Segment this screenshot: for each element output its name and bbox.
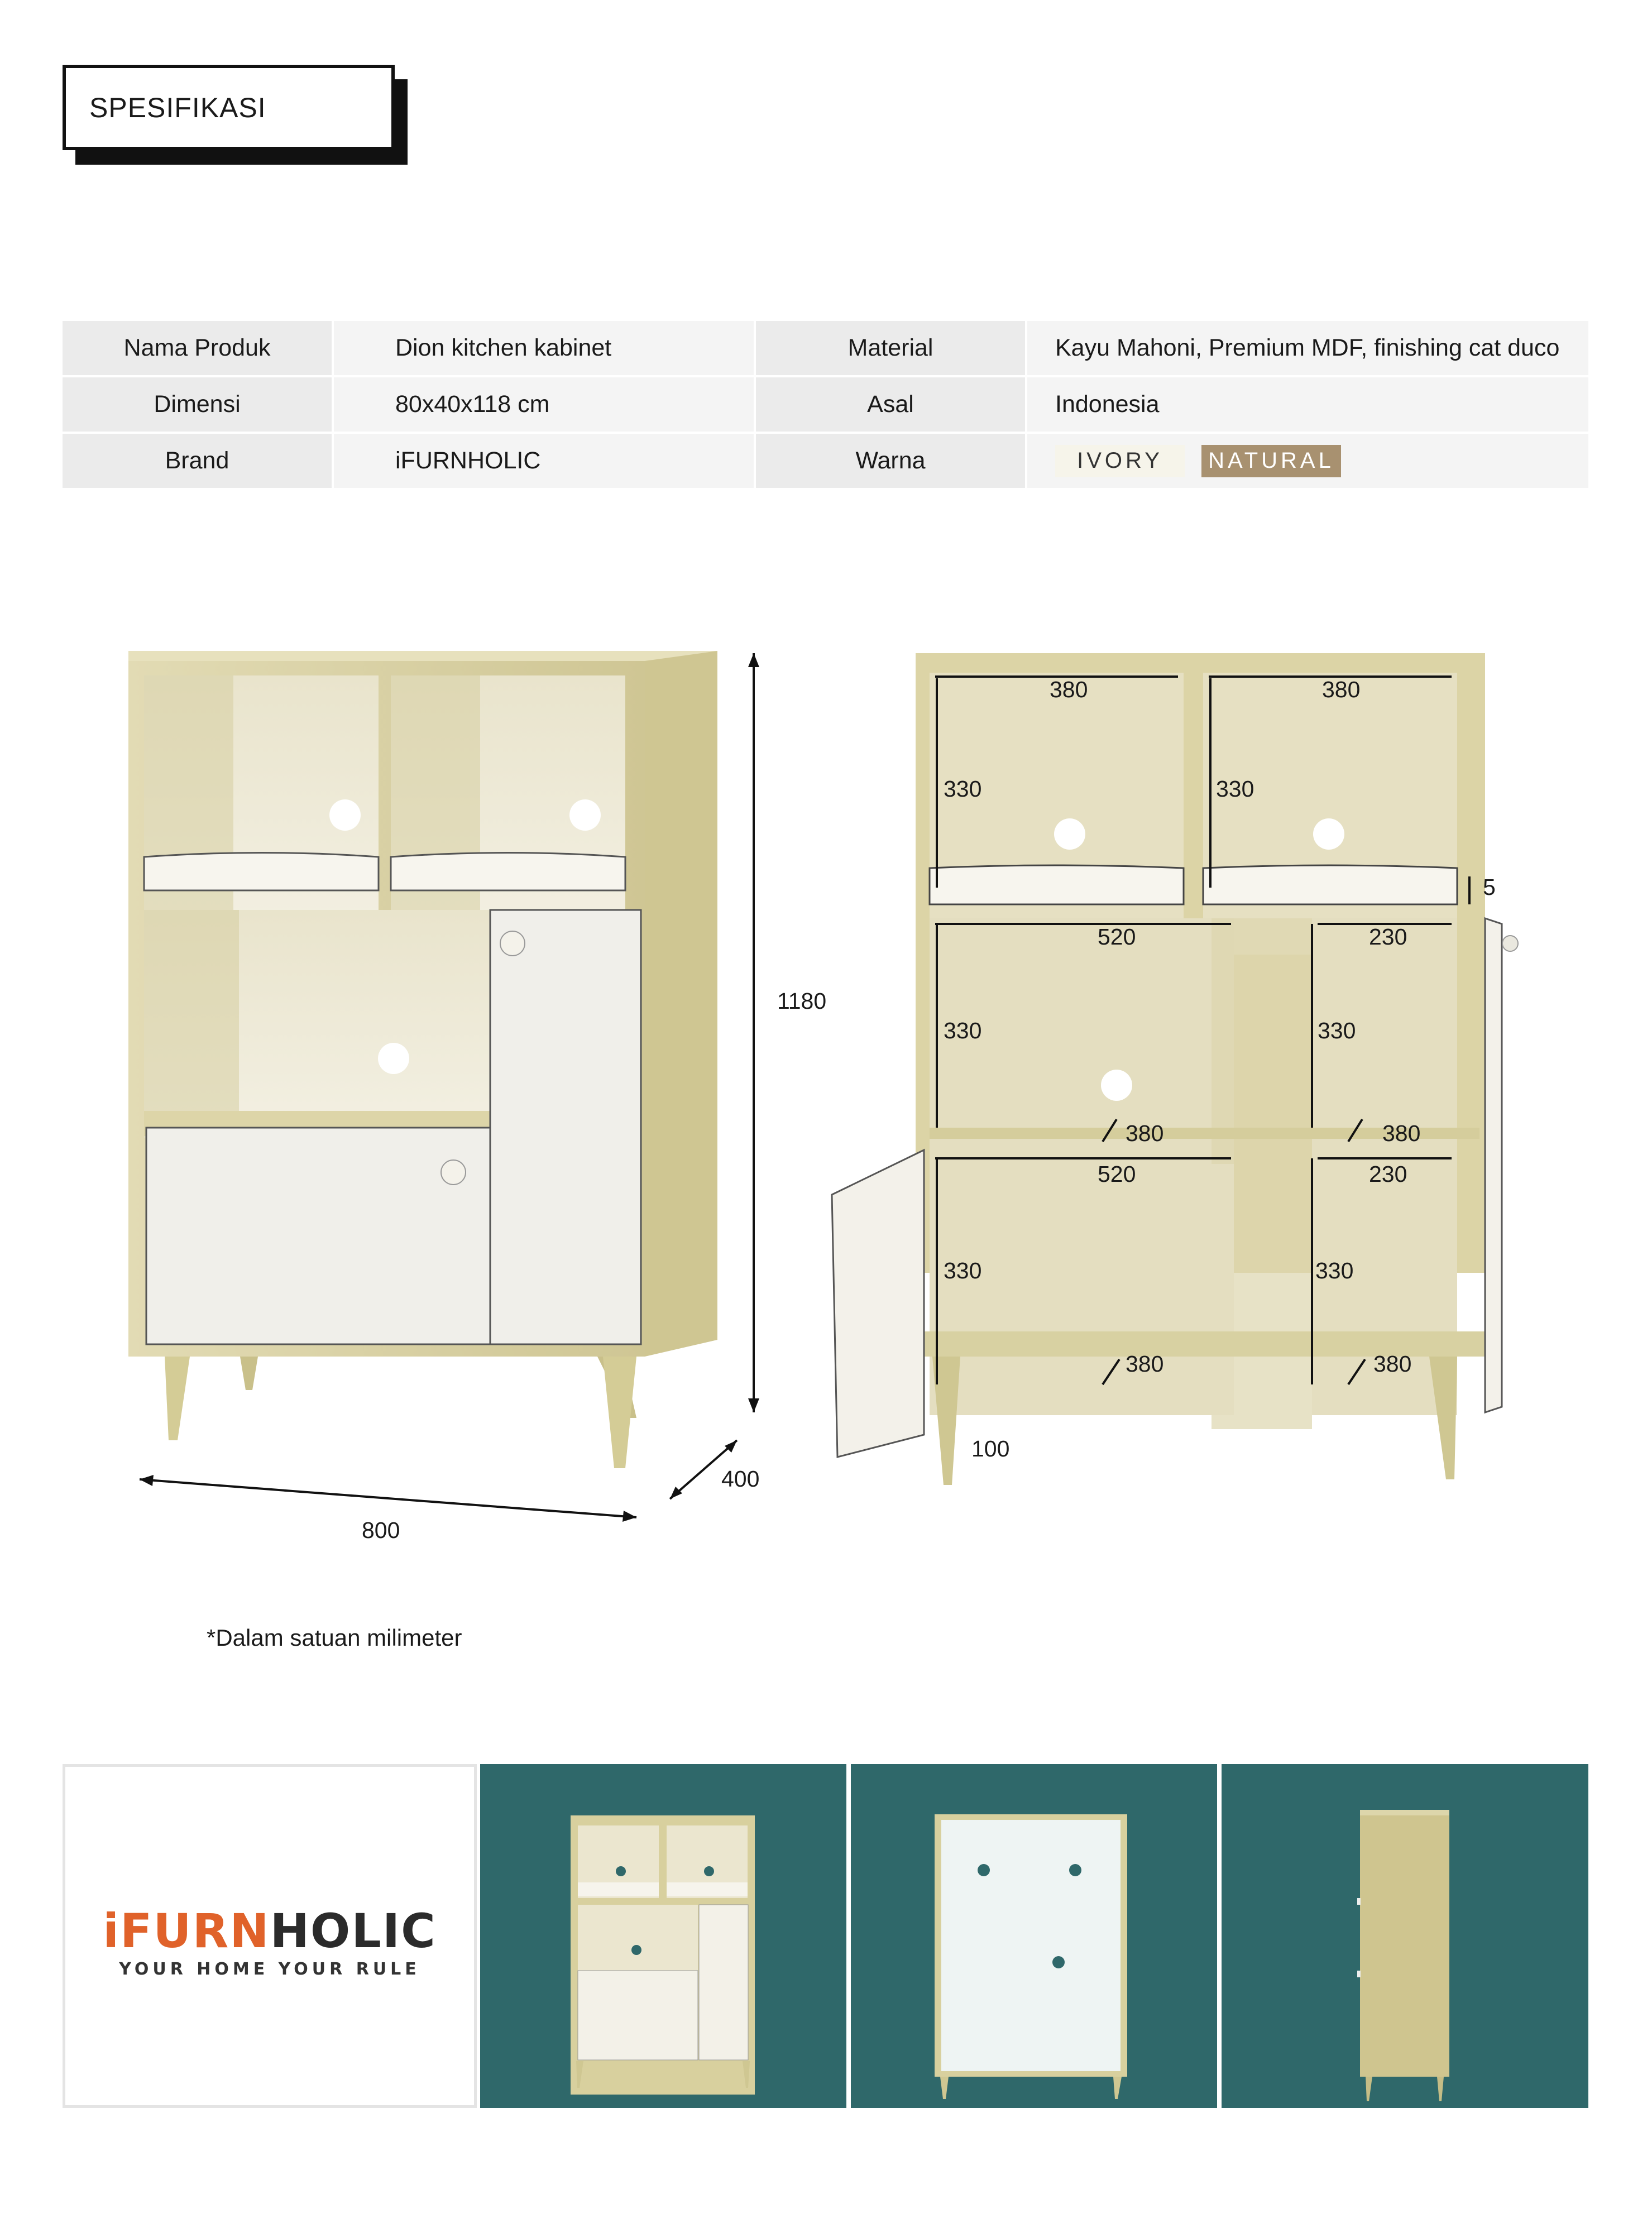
top-right-width-label: 380 <box>1322 677 1361 702</box>
spec-label: Nama Produk <box>63 321 332 375</box>
color-swatch-ivory[interactable]: IVORY <box>1055 445 1185 477</box>
cable-hole <box>1313 818 1344 850</box>
top-right-compartment <box>1203 673 1457 955</box>
thumbnail-front[interactable] <box>480 1764 846 2108</box>
bot-left-height-label: 330 <box>944 1258 982 1283</box>
mid-right-height-label: 330 <box>1318 1018 1356 1043</box>
slide-tray[interactable] <box>391 853 625 891</box>
spec-value: Dion kitchen kabinet <box>334 321 754 375</box>
top-left-compartment <box>930 673 1184 955</box>
thumbnail-front-image <box>480 1764 846 2108</box>
top-left-width-label: 380 <box>1050 677 1088 702</box>
spec-value: 80x40x118 cm <box>334 377 754 432</box>
cabinet-top <box>128 651 717 661</box>
spec-table <box>63 321 1588 488</box>
mid-left-depth-label: 380 <box>1126 1120 1164 1146</box>
door-knob[interactable] <box>1502 936 1518 951</box>
mid-left-width-label: 520 <box>1098 924 1136 950</box>
brand-tagline: YOUR HOME YOUR RULE <box>119 1959 420 1979</box>
thumbnail-back[interactable] <box>851 1764 1217 2108</box>
cable-hole <box>569 799 601 831</box>
depth-label: 400 <box>721 1466 760 1492</box>
cable-hole <box>1054 818 1085 850</box>
page-title: SPESIFIKASI <box>63 65 395 150</box>
spec-row <box>63 377 1588 432</box>
spec-label: Brand <box>63 434 332 488</box>
spec-label: Material <box>756 321 1025 375</box>
spec-label: Asal <box>756 377 1025 432</box>
thumbnail-back-image <box>851 1764 1217 2108</box>
leg-height-label: 100 <box>971 1436 1010 1461</box>
cabinet-side <box>645 651 717 1357</box>
cable-hole <box>329 799 361 831</box>
mid-right-width-label: 230 <box>1369 924 1407 950</box>
width-label: 800 <box>362 1517 400 1543</box>
open-door-right[interactable] <box>1485 918 1502 1412</box>
bot-right-height-label: 330 <box>1315 1258 1354 1283</box>
cabinet-leg <box>165 1357 190 1440</box>
bot-left-width-label: 520 <box>1098 1161 1136 1187</box>
bot-right-width-label: 230 <box>1369 1161 1407 1187</box>
cabinet-leg <box>1429 1357 1457 1479</box>
spec-value: iFURNHOLIC <box>334 434 754 488</box>
spec-label: Warna <box>756 434 1025 488</box>
cable-hole <box>1101 1070 1132 1101</box>
bottom-left-compartment <box>930 1164 1234 1415</box>
spec-value: Indonesia <box>1027 377 1588 432</box>
spec-row <box>63 321 1588 375</box>
bot-left-depth-label: 380 <box>1126 1351 1164 1377</box>
open-door-left[interactable] <box>832 1150 924 1457</box>
cabinet-front-view <box>112 636 837 1552</box>
cable-hole <box>378 1043 409 1074</box>
thumbnail-side[interactable] <box>1222 1764 1588 2108</box>
color-swatch-natural[interactable]: NATURAL <box>1201 445 1341 477</box>
tall-door[interactable] <box>490 910 641 1344</box>
cabinet-leg <box>240 1357 258 1390</box>
slide-tray[interactable] <box>1203 865 1457 904</box>
bot-right-depth-label: 380 <box>1373 1351 1412 1377</box>
mid-left-height-label: 330 <box>944 1018 982 1043</box>
slide-tray[interactable] <box>144 853 379 891</box>
brand-logo: iFURNHOLIC <box>103 1904 437 1958</box>
top-right-height-label: 330 <box>1216 776 1254 802</box>
spec-value: Kayu Mahoni, Premium MDF, finishing cat duco <box>1027 321 1588 375</box>
top-left-height-label: 330 <box>944 776 982 802</box>
thumbnail-side-image <box>1222 1764 1588 2108</box>
height-label: 1180 <box>777 988 827 1014</box>
slide-tray[interactable] <box>930 865 1184 904</box>
spec-label: Dimensi <box>63 377 332 432</box>
brand-tile <box>63 1764 477 2108</box>
cabinet-interior-view <box>826 642 1608 1513</box>
width-arrow <box>140 1479 636 1517</box>
spec-row <box>63 434 1588 488</box>
color-options <box>1027 434 1588 488</box>
door-knob[interactable] <box>441 1160 466 1185</box>
drawer-gap-label: 5 <box>1483 874 1496 900</box>
mid-right-depth-label: 380 <box>1382 1120 1421 1146</box>
door-knob[interactable] <box>500 931 525 956</box>
unit-note: *Dalam satuan milimeter <box>207 1625 462 1651</box>
